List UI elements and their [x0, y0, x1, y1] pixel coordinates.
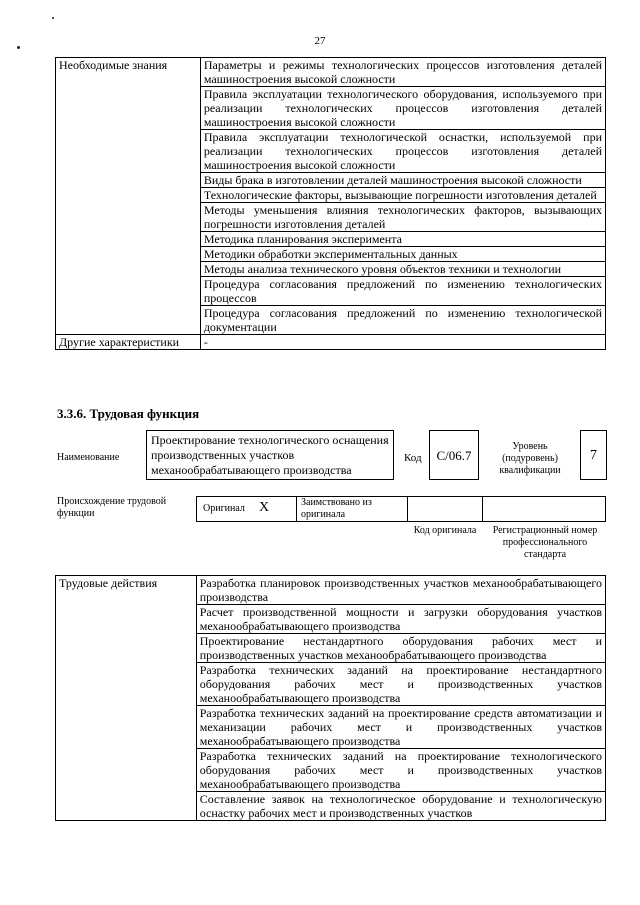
table-row: [56, 576, 606, 605]
function-name: Проектирование технологического оснащения производственных участков механообрабатывающего производства: [151, 433, 389, 477]
code-value-box: [429, 430, 479, 480]
action-item: Разработка технических заданий на проектирование нестандартного оборудования рабочих мест и производственных участков механообрабатывающего производства: [196, 663, 605, 706]
code-original-caption: Код оригинала: [413, 525, 477, 536]
action-item: Составление заявок на технологическое оборудование и технологическую оснастку рабочих мест и производственных участков: [196, 792, 605, 821]
other-characteristics-value: -: [200, 335, 605, 350]
knowledge-item: Технологические факторы, вызывающие погрешности изготовления деталей: [200, 188, 605, 203]
actions-table: [55, 575, 606, 821]
knowledge-item: Правила эксплуатации технологической оснастки, используемой при реализации технологических процессов изготовления деталей машиностроения высокой сложности: [200, 130, 605, 173]
level-label: Уровень (подуровень) квалификации: [499, 441, 561, 476]
table-row: [56, 335, 606, 350]
knowledge-table: [55, 57, 606, 350]
origin-divider-1: [296, 496, 297, 522]
level-value-box: [580, 430, 607, 480]
action-item: Разработка технических заданий на проектирование средств автоматизации и механизации рабочих мест и производственных участков механообрабатывающего производства: [196, 706, 605, 749]
action-item: Разработка технических заданий на проектирование технологического оборудования рабочих мест и производственных участков механообрабатывающего производства: [196, 749, 605, 792]
knowledge-item: Виды брака в изготовлении деталей машиностроения высокой сложности: [200, 173, 605, 188]
code-value: C/06.7: [436, 448, 472, 463]
knowledge-label: Необходимые знания: [56, 58, 201, 335]
action-item: Проектирование нестандартного оборудования рабочих мест и производственных участков механообрабатывающего производства: [196, 634, 605, 663]
origin-divider-2: [407, 496, 408, 522]
action-item: Расчет производственной мощности и загрузки оборудования участков механообрабатывающего производства: [196, 605, 605, 634]
knowledge-item: Методика планирования эксперимента: [200, 232, 605, 247]
origin-divider-3: [482, 496, 483, 522]
knowledge-item: Правила эксплуатации технологического оборудования, используемого при реализации технологических процессов изготовления деталей машиностроения высокой сложности: [200, 87, 605, 130]
knowledge-item: Методы уменьшения влияния технологических факторов, вызывающих погрешности изготовления деталей: [200, 203, 605, 232]
code-label: Код: [404, 452, 422, 464]
knowledge-item: Процедура согласования предложений по изменению технологической документации: [200, 306, 605, 335]
actions-label: Трудовые действия: [56, 576, 197, 821]
knowledge-item: Параметры и режимы технологических процессов изготовления деталей машиностроения высокой сложности: [200, 58, 605, 87]
action-item: Разработка планировок производственных участков механообрабатывающего производства: [196, 576, 605, 605]
table-row: [56, 58, 606, 87]
name-label: Наименование: [57, 452, 120, 463]
reg-number-caption: Регистрационный номер профессионального стандарта: [492, 525, 598, 560]
knowledge-item: Процедура согласования предложений по изменению технологических процессов: [200, 277, 605, 306]
knowledge-item: Методики обработки экспериментальных данных: [200, 247, 605, 262]
original-label: Оригинал: [203, 503, 245, 514]
scan-speck: [52, 17, 54, 19]
level-value: 7: [590, 448, 597, 463]
other-characteristics-label: Другие характеристики: [56, 335, 201, 350]
name-value-box: [146, 430, 394, 480]
original-mark: X: [259, 500, 270, 515]
section-title: 3.3.6. Трудовая функция: [57, 406, 200, 421]
page-number: 27: [314, 35, 326, 47]
origin-label: Происхождение трудовой функции: [57, 496, 167, 519]
knowledge-item: Методы анализа технического уровня объектов техники и технологии: [200, 262, 605, 277]
borrowed-label: Заимствовано из оригинала: [301, 497, 372, 520]
